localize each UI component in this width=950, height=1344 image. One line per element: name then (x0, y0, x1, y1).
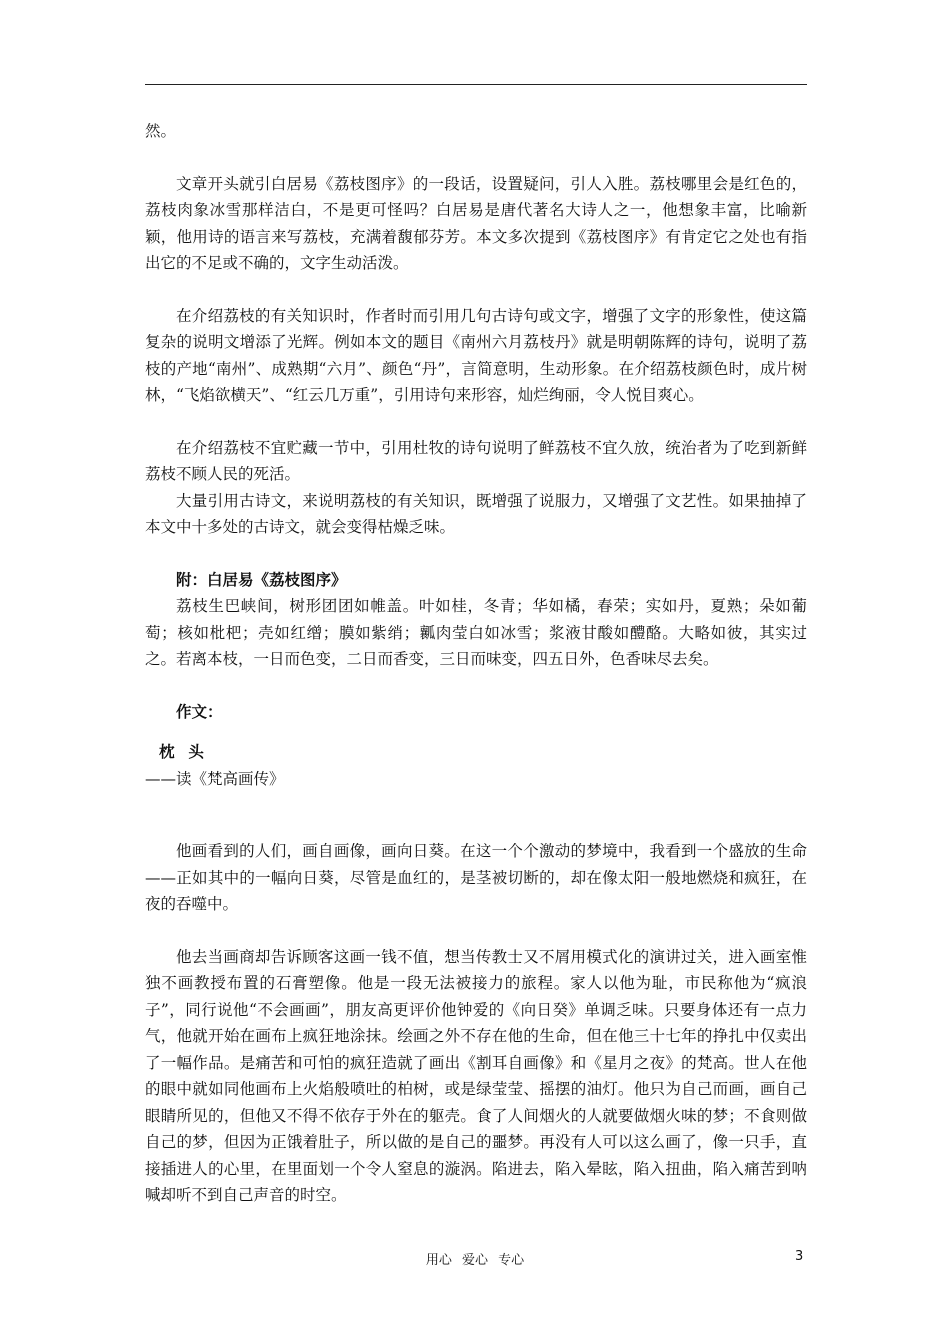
essay-paragraph-2: 他去当画商却告诉顾客这画一钱不值，想当传教士又不屑用模式化的演讲过关，进入画室惟独不画教授布置的石膏塑像。他是一段无法被接力的旅程。家人以他为耻，市民称他为“疯浪子”，同行说他“不会画画”，朋友高更评价他钟爱的《向日癸》单调乏味。只要身体还有一点力气，他就开始在画布上疯狂地涂抹。绘画之外不存在他的生命，但在他三十七年的挣扎中仅卖出了一幅作品。是痛苦和可怕的疯狂造就了画出《割耳自画像》和《星月之夜》的梵高。世人在他的眼中就如同他画布上火焰般喷吐的柏树，或是绿莹莹、摇摆的油灯。他只为自己而画，画自己眼睛所见的，但他又不得不依存于外在的躯壳。食了人间烟火的人就要做烟火味的梦；不食则做自己的梦，但因为正饿着肚子，所以做的是自己的噩梦。再没有人可以这么画了，像一只手，直接插进人的心里，在里面划一个令人窒息的漩涡。陷进去，陷入晕眩，陷入扭曲，陷入痛苦到呐喊却听不到自己声音的时空。 (145, 947, 807, 1204)
essay-title: 枕头 (158, 742, 218, 761)
page-number: 3 (795, 1249, 804, 1264)
paragraph-summary: 大量引用古诗文，来说明荔枝的有关知识，既增强了说服力，又增强了文艺性。如果抽掉了本文中十多处的古诗文，就会变得枯燥乏味。 (145, 491, 807, 536)
paragraph-continuation: 然。 (145, 122, 177, 140)
document-body (145, 118, 807, 1209)
paragraph-opening-analysis: 文章开头就引白居易《荔枝图序》的一段话，设置疑问，引人入胜。荔枝哪里会是红色的，荔枝肉象冰雪那样洁白，不是更可怪吗？白居易是唐代著名大诗人之一，他想象丰富，比喻新颖，他用诗的语言来写荔枝，充满着馥郁芬芳。本文多次提到《荔枝图序》有肯定它之处也有指出它的不足或不确的，文字生动活泼。 (145, 174, 807, 272)
paragraph-poetry-citations: 在介绍荔枝的有关知识时，作者时而引用几句古诗句或文字，增强了文字的形象性，使这篇复杂的说明文增添了光辉。例如本文的题目《南州六月荔枝丹》就是明朝陈辉的诗句，说明了荔枝的产地“南州”、成熟期“六月”、颜色“丹”，言简意明，生动形象。在介绍荔枝颜色时，成片树林，“飞焰欲横天”、“红云几万重”，引用诗句来形容，灿烂绚丽，令人悦目爽心。 (145, 306, 807, 404)
appendix-heading: 附：白居易《荔枝图序》 (176, 569, 347, 589)
paragraph-storage: 在介绍荔枝不宜贮藏一节中，引用杜牧的诗句说明了鲜荔枝不宜久放，统治者为了吃到新鲜荔枝不顾人民的死活。 (145, 438, 807, 483)
header-rule (145, 84, 807, 85)
appendix-text: 荔枝生巴峡间，树形团团如帷盖。叶如桂，冬青；华如橘，春荣；实如丹，夏熟；朵如葡萄；核如枇杷；壳如红缯；膜如紫绡；瓤肉莹白如冰雪；浆液甘酸如醴酪。大略如彼，其实过之。若离本枝，一日而色变，二日而香变，三日而味变，四五日外，色香味尽去矣。 (145, 597, 807, 668)
essay-paragraph-1: 他画看到的人们，画自画像，画向日葵。在这一个个激动的梦境中，我看到一个盛放的生命——正如其中的一幅向日葵，尽管是血红的，是茎被切断的，却在像太阳一般地燃烧和疯狂，在夜的吞噬中。 (145, 842, 807, 913)
essay-heading: 作文： (176, 701, 223, 721)
footer-motto: 用心 爱心 专心 (425, 1253, 525, 1268)
essay-subtitle: ——读《梵高画传》 (145, 769, 285, 788)
